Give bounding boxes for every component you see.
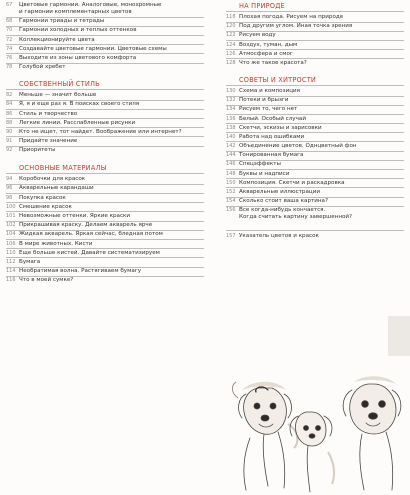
page-number: 68 xyxy=(6,18,13,25)
entry-title: Спецэффекты xyxy=(239,161,281,168)
entry-title: Белый. Особый случай xyxy=(239,115,306,122)
section-entries xyxy=(226,88,404,221)
page-number: 150 xyxy=(226,179,236,186)
page-number: 122 xyxy=(226,32,236,39)
entry-title: Я, я и еще раз я. В поисках своего стиля xyxy=(19,101,140,108)
page-number: 104 xyxy=(6,231,16,238)
toc-entry[interactable] xyxy=(6,55,204,62)
page-number: 88 xyxy=(6,119,13,126)
toc-entry[interactable] xyxy=(226,143,404,150)
page-number: 154 xyxy=(226,198,236,205)
toc-entry[interactable] xyxy=(6,92,204,99)
toc-entry[interactable] xyxy=(6,138,204,145)
toc-entry[interactable] xyxy=(6,27,204,34)
entry-title: Коллекционируйте цвета xyxy=(19,36,95,43)
toc-entry[interactable] xyxy=(6,129,204,136)
toc-entry[interactable] xyxy=(6,213,204,220)
section-heading: ОСНОВНЫЕ МАТЕРИАЛЫ xyxy=(19,164,107,173)
entry-title: Еще больше кистей. Давайте систематизируем xyxy=(19,249,160,256)
entry-title: В мире животных. Кисти xyxy=(19,240,93,247)
section-own-style xyxy=(6,80,204,154)
toc-entry[interactable] xyxy=(226,214,404,221)
page-number: 140 xyxy=(226,133,236,140)
entry-title: Выходите из зоны цветового комфорта xyxy=(19,54,137,61)
toc-entry[interactable] xyxy=(226,189,404,196)
page-number: 74 xyxy=(6,45,13,52)
toc-entry[interactable] xyxy=(6,111,204,118)
page-number: 70 xyxy=(6,27,13,34)
entry-title: Стиль и творчество xyxy=(19,110,78,117)
page-number: 90 xyxy=(6,128,13,135)
section-heading: НА ПРИРОДЕ xyxy=(239,2,285,10)
toc-entry[interactable] xyxy=(6,176,204,183)
toc-entry[interactable] xyxy=(6,147,204,154)
toc-entry[interactable] xyxy=(6,9,204,16)
page-number: 78 xyxy=(6,64,13,71)
entry-title: Под другим углом. Иная точка зрения xyxy=(239,23,353,30)
entry-title: Гармонии триады и тетрады xyxy=(19,18,105,25)
entry-title: Бумага xyxy=(19,258,41,265)
page-number: 84 xyxy=(6,101,13,108)
entry-title: Приоритеты xyxy=(19,147,56,154)
toc-entry[interactable] xyxy=(226,106,404,113)
page-number: 67 xyxy=(6,2,13,8)
entry-title: Акварельные иллюстрации xyxy=(239,189,320,195)
toc-entry[interactable] xyxy=(226,23,404,30)
entry-title: Плохая погода. Рисуем на природе xyxy=(239,14,344,20)
entry-title: Коробочки для красок xyxy=(19,176,86,183)
page-number: 148 xyxy=(226,170,236,177)
entry-title: Рисуем то, чего нет xyxy=(239,106,298,113)
toc-entry[interactable] xyxy=(6,241,204,248)
toc-entry[interactable] xyxy=(6,250,204,257)
entry-title: Кто не ищет, тот найдет. Воображение или интернет? xyxy=(19,128,182,135)
toc-entry[interactable] xyxy=(226,32,404,39)
toc-entry[interactable] xyxy=(6,277,204,284)
page-number: 126 xyxy=(226,50,236,57)
entry-title: Скетчи, эскизы и зарисовки xyxy=(239,124,322,131)
entry-title: Легкие линии. Расслабленные рисунки xyxy=(19,119,136,126)
page-number: 130 xyxy=(226,87,236,94)
entry-title: Схема и композиция xyxy=(239,87,301,94)
page-number: 146 xyxy=(226,161,236,168)
page-number: 132 xyxy=(226,97,236,104)
entry-title: Рисуем воду xyxy=(239,32,276,39)
toc-entry[interactable] xyxy=(226,233,404,240)
page-number: 102 xyxy=(6,222,16,229)
toc-entry[interactable] xyxy=(226,198,404,205)
entry-title: Создавайте цветовые гармонии. Цветовые схемы xyxy=(19,45,167,52)
toc-entry[interactable] xyxy=(226,180,404,187)
section-rule xyxy=(226,230,404,231)
entry-title: и гармонии комплементарных цветов xyxy=(19,9,132,15)
section-basic-materials xyxy=(6,164,204,284)
entry-title: Невозможные оттенки. Яркие краски xyxy=(19,213,131,219)
toc-entry[interactable] xyxy=(6,18,204,25)
section-rule xyxy=(6,173,204,174)
page-number: 128 xyxy=(226,59,236,66)
page-number: 134 xyxy=(226,106,236,113)
page-number: 94 xyxy=(6,176,13,183)
toc-entry[interactable] xyxy=(226,171,404,178)
entry-title: Воздух, туман, дым xyxy=(239,41,298,48)
entry-title: Гармонии холодных и теплых оттенков xyxy=(19,27,137,34)
toc-entry[interactable] xyxy=(226,116,404,123)
entry-title: Необратимая волна. Растягиваем бумагу xyxy=(19,268,142,275)
page-number: 152 xyxy=(226,189,236,195)
entry-title: Прикрашивая краску. Делаем акварель ярче xyxy=(19,222,153,229)
page-number: 110 xyxy=(6,249,16,256)
entry-title: Придайте значение xyxy=(19,138,78,145)
entry-title: Что же такое красота? xyxy=(239,59,307,66)
page-number: 101 xyxy=(6,213,16,219)
entry-title: Что в моей сумке? xyxy=(19,277,74,284)
right-column xyxy=(226,2,404,240)
page-number: 120 xyxy=(226,23,236,30)
page-number: 136 xyxy=(226,115,236,122)
entry-title: Работа над ошибками xyxy=(239,133,305,140)
index-entry-block xyxy=(226,230,404,240)
toc-entry[interactable] xyxy=(6,37,204,44)
toc-entry[interactable] xyxy=(226,42,404,49)
toc-entry[interactable] xyxy=(6,222,204,229)
toc-entry[interactable] xyxy=(226,97,404,104)
page-number: 72 xyxy=(6,36,13,43)
page-number: 124 xyxy=(226,41,236,48)
entry-title: Композиция. Скетчи и раскадровка xyxy=(239,179,345,186)
page-number: 142 xyxy=(226,143,236,150)
entry-title: Сколько стоит ваша картина? xyxy=(239,198,328,205)
grey-tab-area xyxy=(388,316,410,356)
toc-entry[interactable] xyxy=(6,231,204,238)
left-column xyxy=(6,2,204,284)
page-number: 144 xyxy=(226,152,236,159)
toc-entry[interactable] xyxy=(6,120,204,127)
toc-entry[interactable] xyxy=(226,60,404,67)
page-number: 114 xyxy=(6,268,16,275)
section-rule xyxy=(6,89,204,90)
left-top-entries xyxy=(6,2,204,71)
entry-title: Атмосфера и смог xyxy=(239,50,293,57)
toc-entry[interactable] xyxy=(6,268,204,275)
toc-entry[interactable] xyxy=(226,88,404,95)
entry-title: Указатель цветов и красок xyxy=(239,233,319,240)
entry-title: Все когда-нибудь кончается. xyxy=(239,207,326,214)
page-number: 100 xyxy=(6,203,16,210)
entry-title: Тонированная бумага xyxy=(239,152,304,159)
toc-entry[interactable] xyxy=(226,51,404,58)
toc-entry[interactable] xyxy=(6,46,204,53)
entry-title: Жидкая акварель. Яркая сейчас, бледная потом xyxy=(19,231,163,238)
page-number: 157 xyxy=(226,233,236,240)
entry-title: Цветовые гармонии. Аналоговые, монохромные xyxy=(19,2,162,8)
entry-title: Меньше — значит больше xyxy=(19,92,97,99)
dog-sketch-illustration xyxy=(228,368,408,495)
toc-entry[interactable] xyxy=(6,101,204,108)
entry-title: Смешение красок xyxy=(19,203,72,210)
toc-entry[interactable] xyxy=(226,125,404,132)
toc-entry[interactable] xyxy=(6,259,204,266)
toc-entry[interactable] xyxy=(226,14,404,21)
entry-title: Потеки и брызги xyxy=(239,97,289,104)
toc-entry[interactable] xyxy=(226,152,404,159)
section-heading: СОБСТВЕННЫЙ СТИЛЬ xyxy=(19,80,100,89)
section-tips xyxy=(226,76,404,221)
toc-entry[interactable] xyxy=(226,134,404,141)
page-number: 96 xyxy=(6,185,13,192)
page-number: 112 xyxy=(6,258,16,265)
page-number: 98 xyxy=(6,194,13,201)
section-rule xyxy=(226,11,404,12)
page-number: 86 xyxy=(6,110,13,117)
entry-title: Голубой хребет xyxy=(19,64,66,71)
toc-entry[interactable] xyxy=(6,185,204,192)
section-heading: СОВЕТЫ И ХИТРОСТИ xyxy=(239,75,317,84)
page-number: 138 xyxy=(226,124,236,131)
section-entries xyxy=(6,92,204,154)
page-number: 156 xyxy=(226,207,236,214)
toc-entry[interactable] xyxy=(6,204,204,211)
page-number: 116 xyxy=(6,277,16,284)
toc-entry[interactable] xyxy=(226,161,404,168)
entry-title: Буквы и надписи xyxy=(239,170,290,177)
entry-title: Акварельные карандаши xyxy=(19,185,94,192)
toc-entry[interactable] xyxy=(6,195,204,202)
page-number: 92 xyxy=(6,147,13,154)
entry-title: Объединение цветов. Однцветный фон xyxy=(239,143,357,150)
toc-entry[interactable] xyxy=(6,2,204,9)
section-nature xyxy=(226,2,404,67)
page-number: 106 xyxy=(6,240,16,247)
toc-entry[interactable] xyxy=(6,64,204,71)
section-entries xyxy=(226,14,404,67)
page-number: 118 xyxy=(226,14,236,20)
page-number: 91 xyxy=(6,138,13,145)
entry-title: Когда считать картину завершенной? xyxy=(239,214,353,221)
entry-title: Покупка красок xyxy=(19,194,66,201)
page-number: 82 xyxy=(6,92,13,99)
section-entries xyxy=(6,176,204,284)
section-rule xyxy=(226,85,404,86)
page-number: 76 xyxy=(6,54,13,61)
